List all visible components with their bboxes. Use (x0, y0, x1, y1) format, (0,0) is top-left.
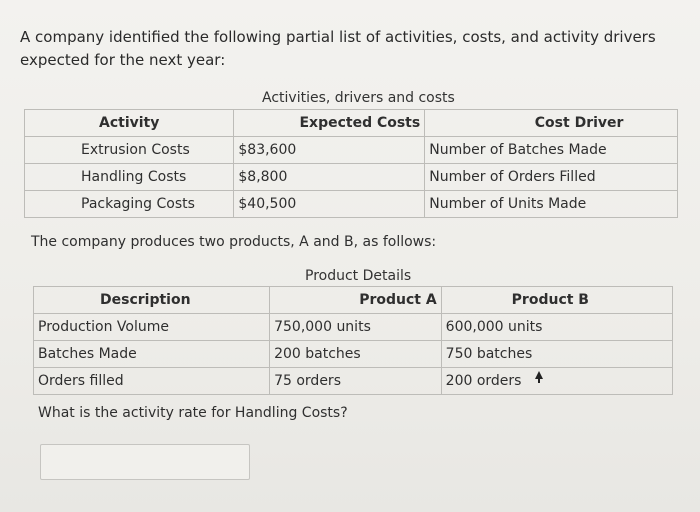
driver-cell: Number of Batches Made (425, 137, 678, 164)
product-b-cell: 750 batches (441, 341, 672, 368)
answer-input[interactable] (40, 444, 250, 480)
header-expected-costs: Expected Costs (234, 110, 425, 137)
activities-table (24, 109, 678, 218)
table-row (34, 341, 673, 368)
header-product-a: Product A (270, 287, 442, 314)
cost-cell: $83,600 (234, 137, 425, 164)
activity-cell: Extrusion Costs (25, 137, 234, 164)
cost-cell: $8,800 (234, 164, 425, 191)
header-activity: Activity (25, 110, 234, 137)
products-intro-text: The company produces two products, A and B, as follows: (31, 234, 437, 250)
product-b-cell: 200 orders (441, 368, 672, 395)
product-details-table (33, 286, 673, 395)
product-a-cell: 200 batches (270, 341, 442, 368)
table-header-row (25, 110, 678, 137)
table-row (34, 314, 673, 341)
description-cell: Orders filled (34, 368, 270, 395)
table-row (25, 137, 678, 164)
header-product-b: Product B (441, 287, 672, 314)
driver-cell: Number of Units Made (425, 191, 678, 218)
header-cost-driver: Cost Driver (425, 110, 678, 137)
table2-caption: Product Details (305, 268, 412, 284)
header-description: Description (34, 287, 270, 314)
product-a-cell: 750,000 units (270, 314, 442, 341)
product-a-cell: 75 orders (270, 368, 442, 395)
description-cell: Batches Made (34, 341, 270, 368)
description-cell: Production Volume (34, 314, 270, 341)
product-b-cell: 600,000 units (441, 314, 672, 341)
driver-cell: Number of Orders Filled (425, 164, 678, 191)
intro-text: A company identified the following partial list of activities, costs, and activity drivers expected for the next year: (20, 28, 656, 69)
table-row (25, 191, 678, 218)
table-row (34, 368, 673, 395)
table1-caption: Activities, drivers and costs (262, 90, 455, 106)
mouse-cursor-icon (535, 371, 543, 379)
table-row (25, 164, 678, 191)
activity-cell: Packaging Costs (25, 191, 234, 218)
activity-cell: Handling Costs (25, 164, 234, 191)
question-text: What is the activity rate for Handling Costs? (38, 405, 348, 421)
table-header-row (34, 287, 673, 314)
cost-cell: $40,500 (234, 191, 425, 218)
